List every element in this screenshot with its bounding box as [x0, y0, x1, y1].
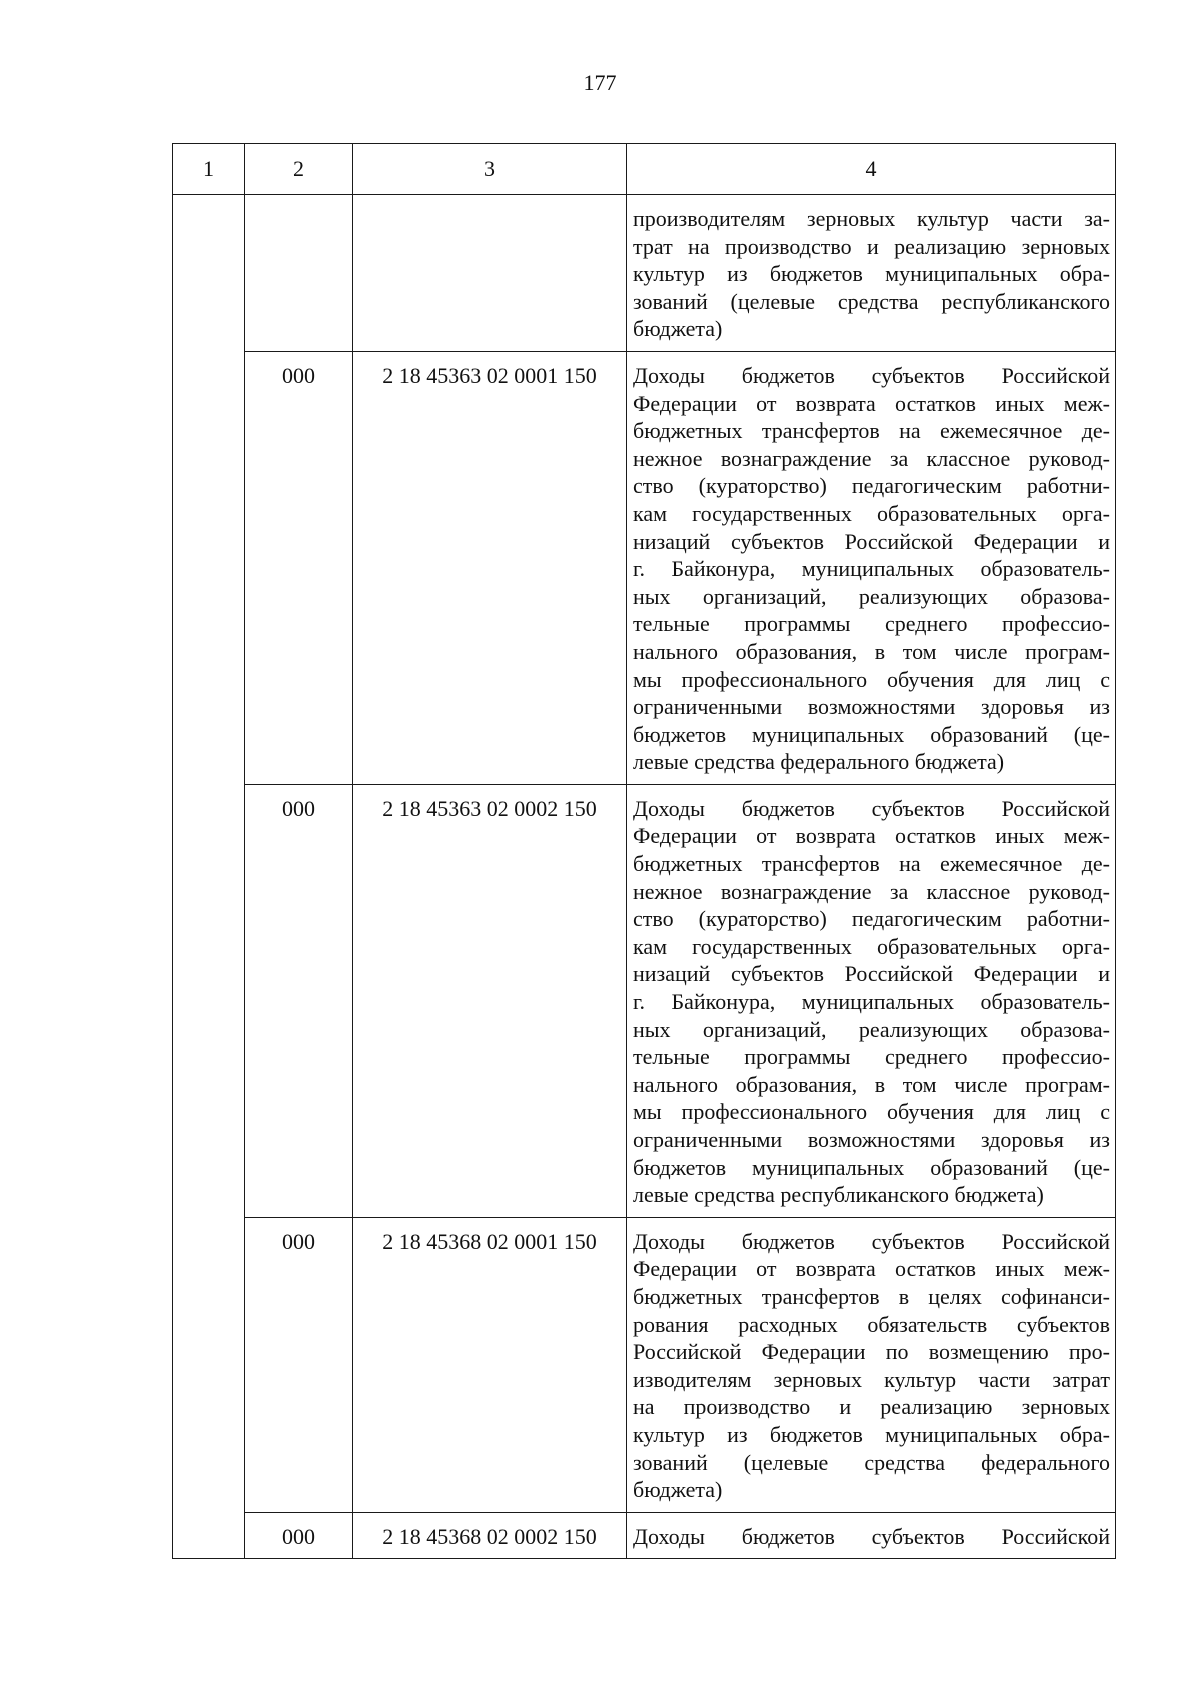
- column-header-3: 3: [353, 144, 627, 195]
- table-row: [173, 1512, 1116, 1559]
- description-text: [633, 1523, 1110, 1551]
- description-line: бюджета): [633, 316, 723, 342]
- description-line: Доходы бюджетов субъектов Российской: [633, 795, 1110, 821]
- admin-code-cell: 000: [245, 1217, 353, 1512]
- page-number: 177: [583, 70, 617, 95]
- description-line: нежное вознаграждение за классное руковод-: [633, 878, 1110, 904]
- column-header-4: 4: [627, 144, 1116, 195]
- description-line: Российской Федерации по возмещению про-: [633, 1339, 1110, 1365]
- budget-classification-code-cell: 2 18 45363 02 0002 150: [353, 784, 627, 1217]
- description-line: нального образования, в том числе програм-: [633, 1071, 1110, 1097]
- description-line: производителям зерновых культур части за-: [633, 206, 1110, 231]
- description-line: тельные программы среднего профессио-: [633, 1044, 1110, 1070]
- description-line: нального образования, в том числе програм-: [633, 638, 1110, 664]
- description-line: низаций субъектов Российской Федерации и: [633, 961, 1110, 987]
- description-line: г. Байконура, муниципальных образователь-: [633, 989, 1110, 1015]
- description-line: бюджета): [633, 1477, 723, 1503]
- description-text: [633, 205, 1110, 343]
- budget-classification-code-cell: 2 18 45363 02 0001 150: [353, 351, 627, 784]
- description-line: ограниченными возможностями здоровья из: [633, 1127, 1110, 1152]
- description-line: зований (целевые средства федерального: [633, 1449, 1110, 1475]
- description-line: зований (целевые средства республиканского: [633, 288, 1110, 314]
- description-line: Доходы бюджетов субъектов Российской: [633, 362, 1110, 388]
- description-line: трат на производство и реализацию зерновых: [633, 233, 1110, 259]
- description-line: Доходы бюджетов субъектов Российской: [633, 1523, 1110, 1549]
- revenue-description-cell: [627, 1217, 1116, 1512]
- description-line: бюджетных трансфертов на ежемесячное де-: [633, 851, 1110, 877]
- description-line: ство (кураторство) педагогическим работни-: [633, 906, 1110, 932]
- description-line: левые средства федерального бюджета): [633, 749, 1005, 775]
- budget-classification-code-cell: 2 18 45368 02 0002 150: [353, 1512, 627, 1559]
- description-line: изводителям зерновых культур части затрат: [633, 1366, 1110, 1392]
- budget-classification-code-cell: [353, 195, 627, 352]
- revenue-description-cell: [627, 1512, 1116, 1559]
- column-1-merged-cell: [173, 195, 245, 1559]
- table-row: [173, 195, 1116, 352]
- description-line: бюджетов муниципальных образований (це-: [633, 721, 1110, 747]
- description-line: ных организаций, реализующих образова-: [633, 1016, 1110, 1042]
- table-row: [173, 784, 1116, 1217]
- revenue-description-cell: [627, 784, 1116, 1217]
- description-line: мы профессионального обучения для лиц с: [633, 666, 1110, 692]
- admin-code-cell: 000: [245, 351, 353, 784]
- description-text: [633, 795, 1110, 1209]
- revenue-description-cell: [627, 351, 1116, 784]
- description-line: рования расходных обязательств субъектов: [633, 1311, 1110, 1337]
- budget-classification-code-cell: 2 18 45368 02 0001 150: [353, 1217, 627, 1512]
- description-line: кам государственных образовательных орга-: [633, 500, 1110, 526]
- description-line: бюджетных трансфертов на ежемесячное де-: [633, 418, 1110, 444]
- table-row: [173, 351, 1116, 784]
- description-line: ство (кураторство) педагогическим работни-: [633, 473, 1110, 499]
- description-line: мы профессионального обучения для лиц с: [633, 1099, 1110, 1125]
- table-row: [173, 1217, 1116, 1512]
- description-line: Федерации от возврата остатков иных меж-: [633, 1256, 1110, 1282]
- admin-code-cell: 000: [245, 784, 353, 1217]
- admin-code-cell: 000: [245, 1512, 353, 1559]
- description-line: ных организаций, реализующих образова-: [633, 583, 1110, 609]
- description-line: ограниченными возможностями здоровья из: [633, 694, 1110, 720]
- table-body: [173, 195, 1116, 1559]
- description-line: бюджетных трансфертов в целях софинанси-: [633, 1283, 1110, 1309]
- description-line: культур из бюджетов муниципальных обра-: [633, 1421, 1110, 1447]
- admin-code-cell: [245, 195, 353, 352]
- description-line: нежное вознаграждение за классное руковод-: [633, 445, 1110, 471]
- description-line: низаций субъектов Российской Федерации и: [633, 528, 1110, 554]
- description-line: г. Байконура, муниципальных образователь-: [633, 556, 1110, 582]
- description-line: Федерации от возврата остатков иных меж-: [633, 390, 1110, 416]
- description-text: [633, 1228, 1110, 1504]
- description-line: Доходы бюджетов субъектов Российской: [633, 1228, 1110, 1254]
- table-header-row: [173, 144, 1116, 195]
- description-line: культур из бюджетов муниципальных обра-: [633, 261, 1110, 287]
- description-line: бюджетов муниципальных образований (це-: [633, 1154, 1110, 1180]
- description-line: левые средства республиканского бюджета): [633, 1182, 1044, 1208]
- description-line: Федерации от возврата остатков иных меж-: [633, 823, 1110, 849]
- budget-revenue-table: [172, 143, 1116, 1559]
- revenue-description-cell: [627, 195, 1116, 352]
- column-header-1: 1: [173, 144, 245, 195]
- description-line: кам государственных образовательных орга-: [633, 933, 1110, 959]
- description-line: на производство и реализацию зерновых: [633, 1394, 1110, 1420]
- column-header-2: 2: [245, 144, 353, 195]
- description-line: тельные программы среднего профессио-: [633, 611, 1110, 637]
- description-text: [633, 362, 1110, 776]
